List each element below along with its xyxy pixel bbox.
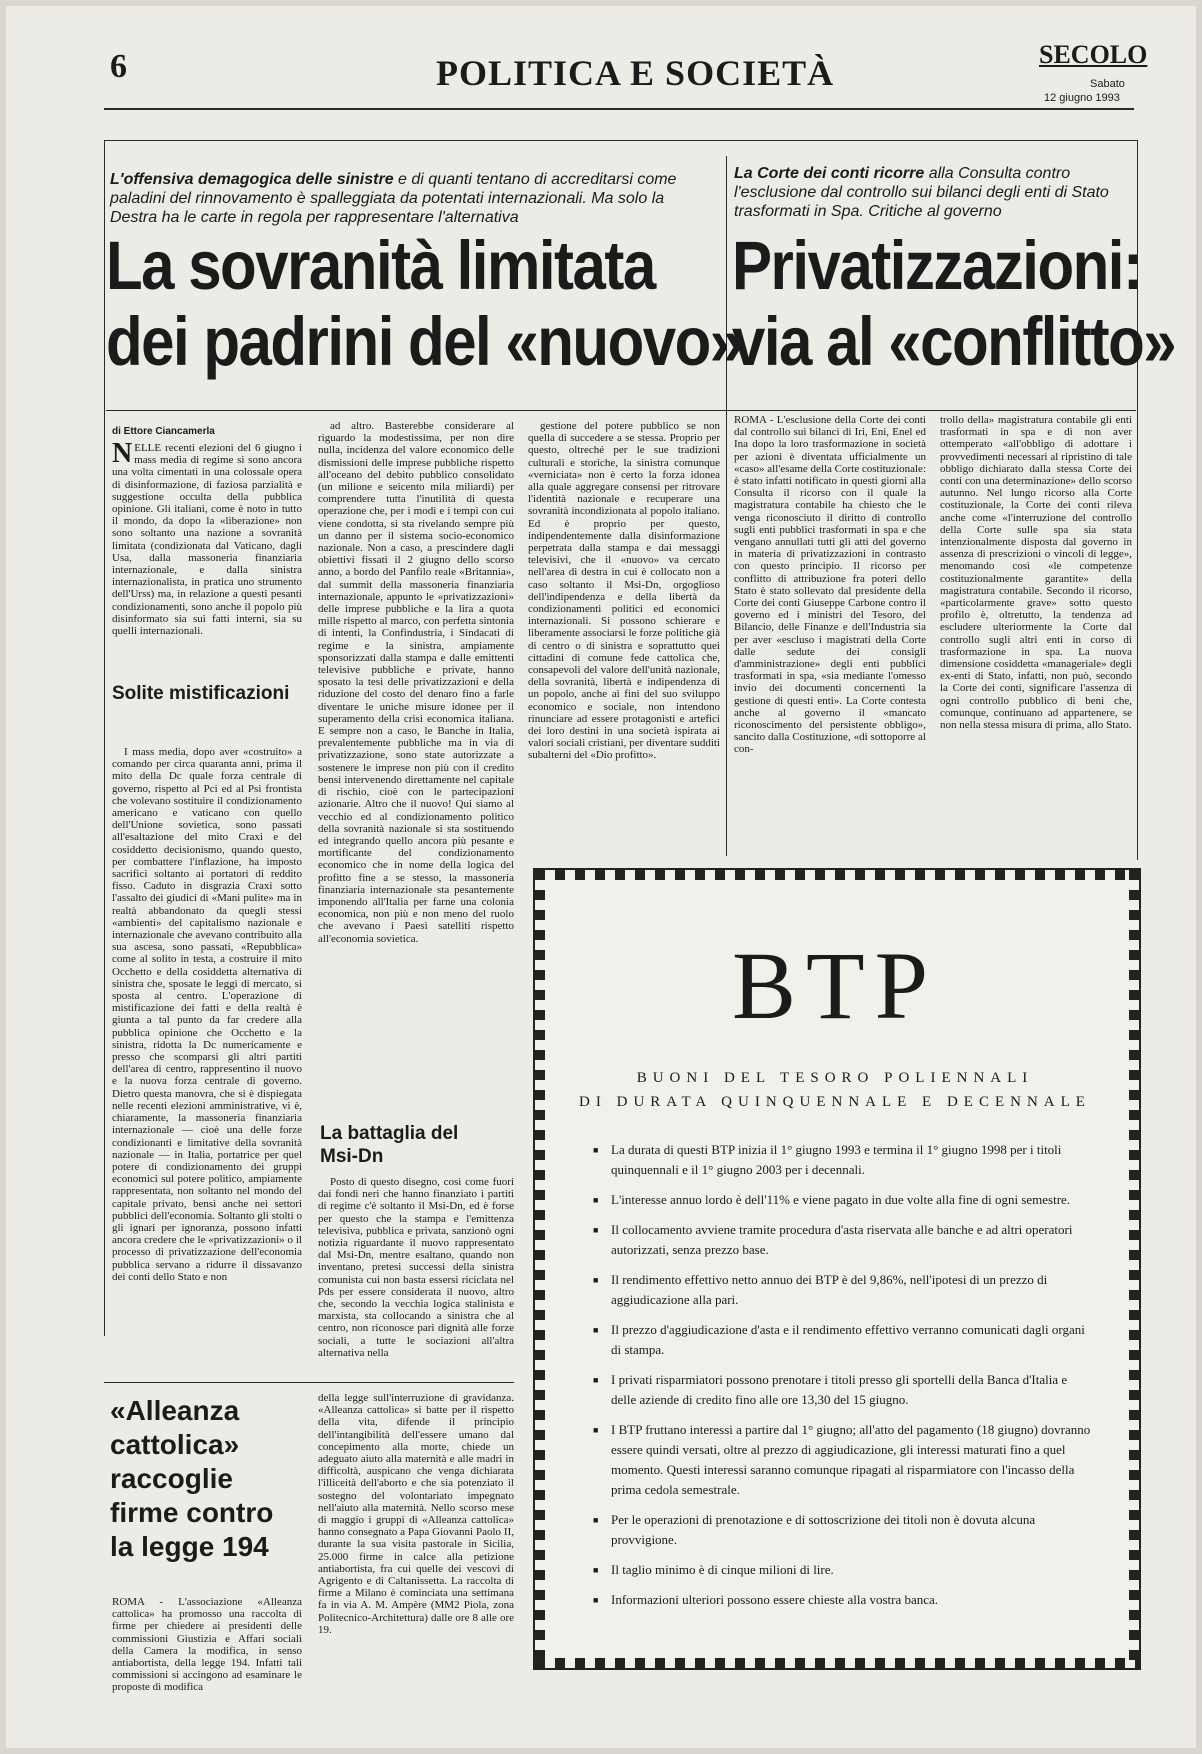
ad-term: ■ Per le operazioni di prenotazione e di sottoscrizione dei titoli non è dovuta alcuna provvigione. bbox=[593, 1510, 1093, 1550]
ad-subtitle-2: DI DURATA QUINQUENNALE E DECENNALE bbox=[579, 1094, 1091, 1110]
section-title: POLITICA E SOCIETÀ bbox=[436, 53, 835, 93]
box-left-rule bbox=[104, 140, 105, 1336]
newspaper-page bbox=[6, 6, 1196, 1748]
left-article-col2-cont: Posto di questo disegno, così come fuori dai fondi neri che hanno finanziato i partiti di regime c'è soltanto il Msi-Dn, ed è forse per questo che la stampa e l'emittenza televisiva, pubblica e privata, sanzionò ogni notizia riguardante il nuovo rappresentato dal Msi-Dn, mentre esaltano, quando non inventano, pretesi successi della sinistra comunista cui non basta essersi riciclata nel Pds per essere considerata il nuovo, altro che, secondo la vecchia logica stalinista e marxista, sta collocando a sinistra che al centro, non riconosce pari dignità alle forze sociali, a tutte le sociazioni all'altra alternativa nella bbox=[318, 1176, 514, 1359]
left-headline-line1: La sovranità limitata bbox=[106, 226, 655, 304]
bottom-headline: «Alleanza cattolica» raccoglie firme contro la legge 194 bbox=[110, 1395, 274, 1562]
issue-day: Sabato bbox=[1090, 78, 1125, 90]
ad-term: ■ L'interesse annuo lordo è dell'11% e viene pagato in due volte alla fine di ogni semestre. bbox=[593, 1190, 1093, 1210]
right-headline-line2: via al «conflitto» bbox=[732, 302, 1176, 380]
left-article-col3: gestione del potere pubblico se non quella di succedere a se stessa. Proprio per questo, oltreché per le sue tradizioni culturali e storiche, la sinistra comunque «verniciata» non è certo la forza idonea alla quale aggregare consensi per ritrovare l'identità nazionale e recuperare una sovranità incondizionata al popolo italiano. Ed è proprio per questo, indipendentemente dalla disinformazione perpetrata dalla stampa e dai messaggi televisivi, che il «nuovo» va cercato nell'area di destra in cui è collocato non a caso soltanto il Msi-Dn, orgoglioso dell'indipendenza e della libertà da condizionamenti politici ed economici internazionali. Si possono schierare e liberamente associarsi le forze politiche già di centro o di sinistra e soprattutto quei cittadini di comune fede cattolica che, consapevoli del valore dell'unità nazionale, della sovranità, libertà e indipendenza di un popolo, anche ai fini del suo sviluppo economico e sociale, non intendono rinunciare ad essere protagonisti e artefici dei loro destini in una società ispirata ai valori sociali cristiani, per diventare sudditi subalterni del «Dio profitto». bbox=[528, 420, 720, 762]
newspaper-logo: SECOLO bbox=[1039, 40, 1148, 69]
bottom-article-rule bbox=[104, 1382, 514, 1383]
ad-term: ■ La durata di questi BTP inizia il 1° giugno 1993 e termina il 1° giugno 1998 per i titoli quinquennali e il 1° giugno 2003 per i decennali. bbox=[593, 1140, 1093, 1180]
left-headline-line2: dei padrini del «nuovo» bbox=[106, 302, 742, 380]
btp-advertisement bbox=[533, 868, 1141, 1670]
ad-border-top bbox=[535, 870, 1139, 880]
byline: di Ettore Ciancamerla bbox=[112, 426, 215, 437]
ad-term: ■ I privati risparmiatori possono prenotare i titoli presso gli sportelli della Banca d'Italia e delle aziende di credito fino alle ore 13,30 del 15 giugno. bbox=[593, 1370, 1093, 1410]
subhead-battaglia-msi: La battaglia del Msi-Dn bbox=[320, 1123, 459, 1167]
page-number: 6 bbox=[110, 48, 127, 85]
header-rule bbox=[104, 108, 1134, 110]
left-article-col2: ad altro. Basterebbe considerare al riguardo la modestissima, per non dire nulla, incidenza del valore economico delle dismissioni delle imprese pubbliche rispetto all'oceano del debito pubblico consolidato (un milione e seicento mila miliardi) per comprendere tutta l'inutilità di questa operazione che, per i modi e i tempi con cui viene condotta, si sta rivelando sempre più un danno per il sistema socio-economico nazionale. Non a caso, a prescindere dagli obiettivi fissati il 2 giugno dello scorso anno, a bordo del Panfilo reale «Britannia», dal summit della massoneria finanziaria internazionale, appunto le «privatizzazioni» delle imprese pubbliche e la lira a quota mille rispetto al marco, con perfetta sintonia di intenti, la Confindustria, i Sindacati di regime e la sinistra, ampiamente sponsorizzati dalla stampa e dalle emittenti televisive pubbliche e private, hanno sposato la tesi delle privatizzazioni e della riduzione del costo del denaro fino a farle diventare le uniche misure idonee per il superamento della crisi economica italiana. E sempre non a caso, le Banche in Italia, prevalentemente pubbliche ma in via di privatizzazione, sono state autorizzate a sostenere le imprese non più con il credito bensì intervenendo direttamente nel capitale di rischio, cioè con le partecipazioni azionarie. Altro che il nuovo! Qui siamo al vecchio ed al condizionamento politico della sovranità nazionale si sta sostituendo ed integrando quello ancora più pesante e mortificante del condizionamento economico che in nome della logica del profitto fine a se stesso, la massoneria finanziaria internazionale sta pesantemente imponendo all'Italia per farne una colonia economica, non più e non meno del ruolo che avevano i Paesi satelliti rispetto all'economia sovietica. bbox=[318, 420, 514, 945]
drop-cap: N bbox=[112, 442, 133, 469]
ad-title: BTP bbox=[731, 932, 939, 1039]
headline-rule bbox=[106, 410, 1136, 411]
right-headline-line1: Privatizzazioni: bbox=[732, 226, 1142, 304]
ad-term: ■ Il collocamento avviene tramite procedura d'asta riservata alle banche e ad altri operatori autorizzati, senza prezzo base. bbox=[593, 1220, 1093, 1260]
subhead-solite-mistificazioni: Solite mistificazioni bbox=[112, 683, 290, 704]
ad-terms-list bbox=[593, 1140, 1093, 1620]
right-article-col1: ROMA - L'esclusione della Corte dei conti dal controllo sui bilanci di Iri, Eni, Enel ed Ina dopo la loro trasformazione in società per azioni è diventata ufficialmente un «caso» all'esame della Corte costituzionale: è stato infatti notificato in questi giorni alla Consulta il ricorso con il quale la magistratura contabile ha chiesto che le venga riconosciuto il diritto di controllo sugli enti pubblici trasformati in spa e che vengano annullati tutti gli atti del governo in materia di privatizzazioni in contrasto con questo principio. Il ricorso per conflitto di attribuzione fra poteri dello Stato è stato sollevato dal presidente della Corte dei conti Giuseppe Carbone contro il governo ed i ministri del Tesoro, del Bilancio, delle Finanze e dell'Industria sia per aver «escluso i magistrati della Corte dalle sedute dei consigli d'amministrazione» degli enti pubblici trasformati in spa, «sia mediante l'omesso invio dei documenti concernenti la gestione di questi enti». La Corte contesta anche al governo il «mancato riconoscimento del persistente obbligo», sancito dalla Costituzione, «di sottoporre al con- bbox=[734, 414, 926, 756]
right-article-col2: trollo della» magistratura contabile gli enti trasformati in spa e di non aver ottemperato «all'obbligo di adottare i provvedimenti necessari al ripristino di tale obbligo dichiarato dalla stessa Corte dei conti con una determinazione» dello scorso autunno. Nel lungo ricorso alla Corte costituzionale, la Corte dei conti rileva anche come «l'interruzione del controllo della Corte sulle spa sia stata intenzionalmente disposta dal governo in assenza di prescrizioni o vincoli di legge», menomando così «le competenze costituzionalmente garantite» della magistratura contabile. Secondo il ricorso, «particolarmente grave» sotto questo profilo è, oltretutto, la tendenza ad escludere ulteriormente la Corte dal controllo sugli altri enti in corso di trasformazione in spa. La nuova dimensione cosiddetta «manageriale» degli ex-enti di Stato, infatti, non può, secondo la Corte dei conti, significare l'assenza di ogni controllo pubblico di beni che, comunque, continuano ad appartenere, se non nella stessa misura di prima, allo Stato. bbox=[940, 414, 1132, 732]
ad-term: ■ I BTP fruttano interessi a partire dal 1° giugno; all'atto del pagamento (18 giugno) dovranno essere quindi versati, oltre al prezzo di aggiudicazione, gli interessi maturati fino a quel momento. Questi interessi saranno comunque ripagati al risparmiatore con l'incasso della prima cedola semestrale. bbox=[593, 1420, 1093, 1500]
column-divider bbox=[726, 156, 727, 856]
ad-term: ■ Il prezzo d'aggiudicazione d'asta e il rendimento effettivo verranno comunicati dagli organi di stampa. bbox=[593, 1320, 1093, 1360]
box-top-rule bbox=[104, 140, 1138, 141]
ad-border-bottom bbox=[535, 1658, 1139, 1668]
left-kicker: L'offensiva demagogica delle sinistre e di quanti tentano di accreditarsi come paladini del rinnovamento è spalleggiata da potentati internazionali. Ma solo la Destra ha le carte in regola per rappresentare l'alternativa bbox=[110, 171, 677, 226]
ad-term: ■ Il rendimento effettivo netto annuo dei BTP è del 9,86%, nell'ipotesi di un prezzo di aggiudicazione alla pari. bbox=[593, 1270, 1093, 1310]
bottom-article-col2: della legge sull'interruzione di gravidanza. «Alleanza cattolica» si batte per il rispetto della vita, difende il principio dell'intangibilità dell'essere umano dal concepimento alla morte, chiede un adeguato aiuto alla maternità e alle madri in difficoltà, auspicano che venga dichiarata l'illiceità dell'aborto e che sia potenziato il sostegno del volontariato impegnato nell'aiuto alla maternità. Nello scorso mese di maggio i gruppi di «Alleanza cattolica» hanno consegnato a Papa Giovanni Paolo II, durante la sua visita pastorale in Sicilia, 25.000 firme in calce alla petizione antiabortista, fra cui quelle dei vescovi di Agrigento e di Caltanissetta. La raccolta di firme a Milano è cominciata una settimana fa in via A. M. Ampère (MM2 Piola, zona Politecnico-Architettura) dalle ore 8 alle ore 19. bbox=[318, 1392, 514, 1636]
ad-term: ■ Informazioni ulteriori possono essere chieste alla vostra banca. bbox=[593, 1590, 1093, 1610]
left-article-col1: NELLE recenti elezioni del 6 giugno i mass media di regime si sono ancora una volta cimentati in una colossale opera di disinformazione, di faziosa parzialità e suggestione occulta della pubblica opinione. Gli italiani, come è noto in tutto il mondo, da dopo la «liberazione» non sono soltanto una nazione a sovranità limitata (condizionata dal Vaticano, dagli Usa, dalla massoneria finanziaria internazionale, e dalla sinistra internazionalista, in pratica uno strumento dell'Urss) ma, in relazione a questi pesanti condizionamenti, sono anche il popolo più disinformato sia sui fatti interni, sia su quelli internazionali. bbox=[112, 442, 302, 638]
ad-subtitle-1: BUONI DEL TESORO POLIENNALI bbox=[636, 1070, 1034, 1086]
issue-date: 12 giugno 1993 bbox=[1044, 92, 1120, 104]
bottom-article-col1: ROMA - L'associazione «Alleanza cattolica» ha promosso una raccolta di firme per chiedere ai presidenti delle commissioni Giustizia e Affari sociali della Camera la modifica, in senso antiabortista, della legge 194. Infatti tali commissioni si accingono ad esaminare le proposte di modifica bbox=[112, 1596, 302, 1694]
right-kicker: La Corte dei conti ricorre alla Consulta contro l'esclusione dal controllo sui bilanci degli enti di Stato trasformati in Spa. Critiche al governo bbox=[734, 165, 1109, 220]
ad-term: ■ Il taglio minimo è di cinque milioni di lire. bbox=[593, 1560, 1093, 1580]
left-article-col1-cont: I mass media, dopo aver «costruito» a comando per circa quaranta anni, prima il mito della Dc quale forza centrale di governo, rispetto al Pci ed al Psi frontista che volevano sostituire il condizionamento americano e vaticano con quello dell'Unione sovietica, sono passati all'esaltazione del mito Craxi e del cosiddetto decisionismo, quando questo, per combattere l'inflazione, ha imposto sacrifici soltanto ai portatori di reddito fisso. Caduto in disgrazia Craxi sotto l'assalto dei giudici di «Mani pulite» ma in realtà abbandonato da quegli stessi «ambienti» del capitalismo nazionale e internazionale che avevano contribuito alla sua ascesa, sono passati, «Repubblica» come al solito in testa, a costruire il mito Occhetto e della cosiddetta alternativa di sinistra che, sposate le leggi di mercato, si sposta al centro. L'operazione di mistificazione dei fatti e della realtà è giunta a tal punto da far credere alla pubblica opinione che Occhetto e la sinistra, ridotta la Dc numericamente e presso che scomparsi gli altri partiti dell'area di centro, rappresentino il nuovo e la nuova forza centrale di governo. Dietro questa manovra, che si è dispiegata nelle recenti elezioni amministrative, vi è, chiaramente, la massoneria finanziaria internazionale — cioè una delle forze condizionanti e limitative della sovranità nazionale — in Italia, portatrice per quel potere di condizionamento dei gruppi economici sul potere politico, ampiamente rappresentata, non soltanto nel mondo del capitale privato, bensì anche nei settori pubblici dell'economia. Soltanto gli stolti o gli ignari per ignoranza, possono infatti ancora credere che le «privatizzazioni» o il processo di privatizzazione dell'economia pubblica servano a ridurre il dissavanzo dei conti dello Stato e non bbox=[112, 746, 302, 1283]
